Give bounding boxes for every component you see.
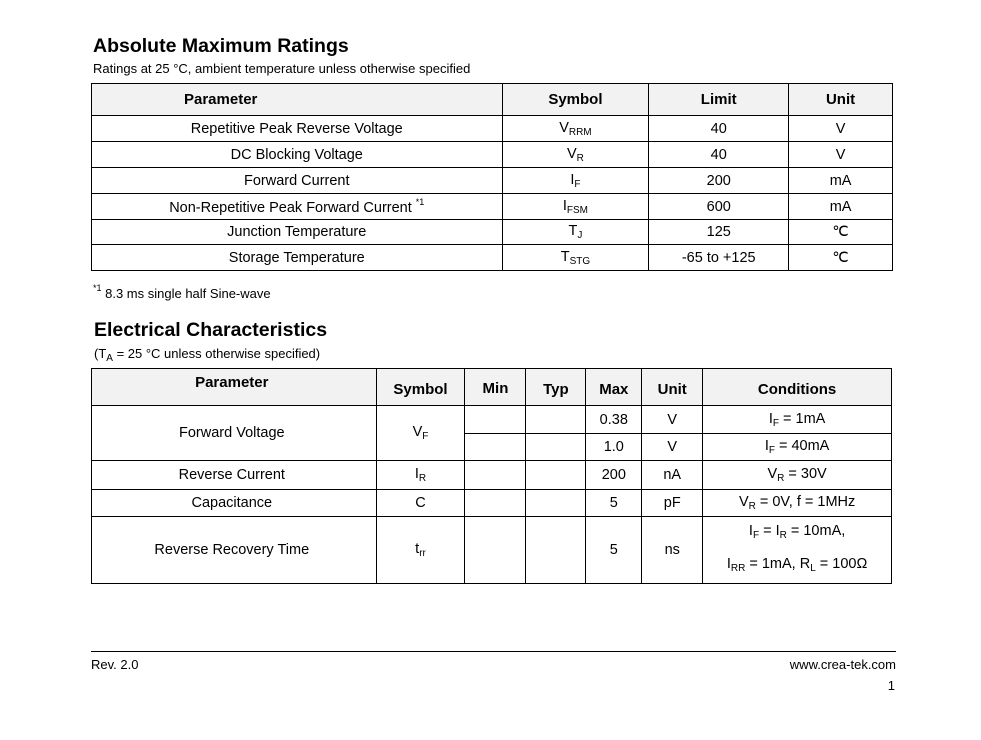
param-name: Forward Voltage	[92, 406, 377, 461]
table-row	[92, 517, 892, 584]
param-name: Non-Repetitive Peak Forward Current	[169, 200, 412, 216]
table-row	[92, 245, 893, 271]
max-value: 0.38	[586, 406, 642, 434]
limit-value: 40	[649, 116, 789, 142]
param-name: Reverse Recovery Time	[92, 517, 377, 584]
abs-max-title: Absolute Maximum Ratings	[93, 35, 349, 57]
typ-value	[526, 461, 586, 490]
limit-value: 600	[649, 194, 789, 220]
footnote	[93, 283, 271, 301]
max-value: 200	[586, 461, 642, 490]
table-row	[92, 461, 892, 490]
limit-value: 125	[649, 220, 789, 245]
elec-table	[91, 368, 892, 584]
condition: $V_R = 30V$	[703, 461, 892, 490]
header-symbol: Symbol	[376, 369, 465, 406]
header-max: Max	[586, 369, 642, 406]
page-number: 1	[887, 678, 895, 693]
symbol-subscript: STG	[569, 255, 591, 267]
param-name: Reverse Current	[92, 461, 377, 490]
max-value: 5	[586, 490, 642, 517]
condition: $I_F = 1mA$	[703, 406, 892, 434]
param-name: Capacitance	[92, 490, 377, 517]
header-typ: Typ	[526, 369, 586, 406]
abs-max-table	[91, 83, 893, 271]
condition: $I_F = 40mA$	[703, 434, 892, 461]
unit-value: V	[642, 406, 703, 434]
limit-value: -65 to +125	[649, 245, 789, 271]
unit-value: mA	[789, 194, 893, 220]
symbol-subscript: FSM	[566, 204, 588, 216]
condition-line: $I_{RR} = 1mA$, $R_L = 100\Omega$	[726, 556, 868, 574]
table-header-row	[92, 369, 892, 406]
symbol: I	[570, 171, 575, 188]
header-limit: Limit	[649, 84, 789, 116]
condition: $V_R = 0V$, f = 1MHz	[703, 490, 892, 517]
min-value	[465, 461, 526, 490]
header-parameter: Parameter	[92, 369, 377, 406]
condition	[703, 517, 892, 584]
unit-value: V	[642, 434, 703, 461]
param-name: Repetitive Peak Reverse Voltage	[190, 120, 403, 137]
header-min: Min	[465, 369, 526, 406]
min-value	[465, 434, 526, 461]
unit-value: mA	[789, 168, 893, 194]
table-header-row	[92, 84, 893, 116]
unit-value: nA	[642, 461, 703, 490]
symbol: V	[559, 119, 569, 136]
unit-value: V	[789, 116, 893, 142]
unit-value: ℃	[789, 220, 893, 245]
max-value: 5	[586, 517, 642, 584]
param-name: Forward Current	[243, 172, 350, 189]
typ-value	[526, 517, 586, 584]
subtitle-text: (T	[94, 346, 107, 361]
min-value	[465, 517, 526, 584]
condition-line: $I_F = I_R = 10mA$,	[748, 523, 846, 541]
table-row	[92, 490, 892, 517]
subtitle-subscript: A	[106, 353, 113, 364]
symbol: I	[562, 197, 567, 214]
table-row	[92, 406, 892, 434]
limit-value: 200	[649, 168, 789, 194]
footnote-text: 8.3 ms single half Sine-wave	[101, 286, 271, 301]
table-row	[92, 116, 893, 142]
revision: Rev. 2.0	[91, 657, 139, 672]
symbol: $I_R$	[376, 461, 465, 490]
typ-value	[526, 434, 586, 461]
symbol-subscript: R	[576, 152, 584, 164]
footnote-marker: *1	[415, 197, 425, 207]
symbol: C	[376, 490, 465, 517]
header-parameter: Parameter	[92, 84, 503, 116]
param-name: Junction Temperature	[227, 224, 367, 240]
unit-value: pF	[642, 490, 703, 517]
typ-value	[526, 406, 586, 434]
symbol: V	[566, 145, 577, 162]
header-unit: Unit	[642, 369, 703, 406]
table-row	[92, 168, 893, 194]
symbol: T	[568, 223, 578, 239]
abs-max-subtitle: Ratings at 25 °C, ambient temperature unless otherwise specified	[93, 61, 471, 76]
param-name: Storage Temperature	[228, 249, 365, 266]
symbol-subscript: J	[577, 230, 583, 241]
elec-title: Electrical Characteristics	[94, 319, 328, 341]
unit-value: ℃	[789, 245, 893, 271]
min-value	[465, 490, 526, 517]
header-symbol: Symbol	[502, 84, 649, 116]
elec-subtitle	[94, 346, 320, 364]
footnote-marker: *1	[93, 283, 102, 293]
header-unit: Unit	[789, 84, 893, 116]
symbol: $t_{rr}$	[376, 517, 465, 584]
typ-value	[526, 490, 586, 517]
symbol-subscript: F	[574, 178, 581, 190]
website: www.crea-tek.com	[789, 657, 896, 672]
header-conditions: Conditions	[703, 369, 892, 406]
unit-value: V	[789, 142, 893, 168]
table-row	[92, 194, 893, 220]
symbol: T	[560, 248, 570, 265]
footer-rule	[91, 651, 896, 652]
subtitle-text: = 25 °C unless otherwise specified)	[112, 346, 321, 361]
limit-value: 40	[649, 142, 789, 168]
table-row	[92, 142, 893, 168]
param-name: DC Blocking Voltage	[230, 146, 363, 163]
table-row	[92, 220, 893, 245]
min-value	[465, 406, 526, 434]
unit-value: ns	[642, 517, 703, 584]
symbol-subscript: RRM	[568, 126, 592, 138]
symbol: $V_F$	[376, 406, 465, 461]
max-value: 1.0	[586, 434, 642, 461]
